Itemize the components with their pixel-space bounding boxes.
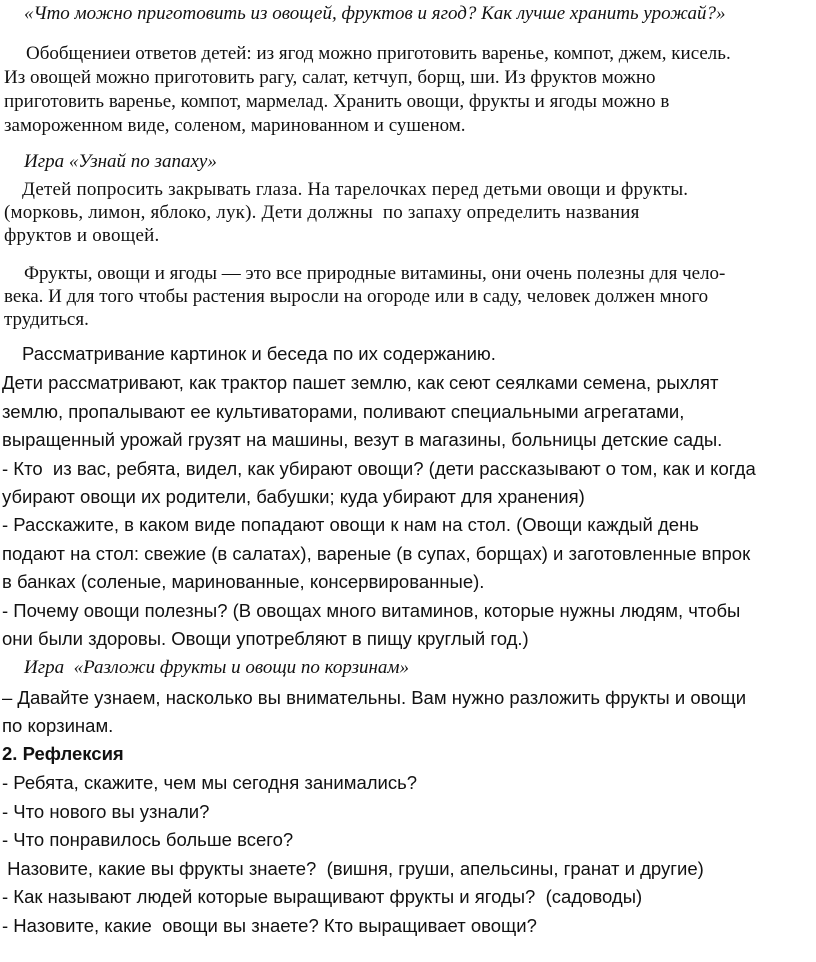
pictures-line-1: Дети рассматривают, как трактор пашет землю, как сеют сеялками семена, рыхлят [2,372,719,393]
game1-title: Игра «Узнай по запаху» [24,151,217,172]
pictures-line-6: - Расскажите, в каком виде попадают овощи к нам на стол. (Овощи каждый день [2,514,699,535]
reflection-line-3: - Что понравилось больше всего? [2,829,294,850]
reflection-heading: 2. Рефлексия [2,743,124,764]
reflection-line-6: - Назовите, какие овощи вы знаете? Кто выращивает овощи? [2,915,537,936]
reflection-line-2: - Что нового вы узнали? [2,801,210,822]
vitamins-line-3: трудиться. [4,309,89,330]
game1-line-2: (морковь, лимон, яблоко, лук). Дети должны по запаху определить названия [4,202,640,223]
pictures-line-10: они были здоровы. Овощи употребляют в пищу круглый год.) [2,628,529,649]
pictures-line-4: - Кто из вас, ребята, видел, как убирают овощи? (дети рассказывают о том, как и когда [2,458,756,479]
pictures-line-2: землю, пропалывают ее культиваторами, поливают специальными агрегатами, [2,401,685,422]
game2-title: Игра «Разложи фрукты и овощи по корзинам» [24,657,410,678]
reflection-line-4: Назовите, какие вы фрукты знаете? (вишня, груши, апельсины, гранат и другие) [2,858,704,879]
pictures-line-9: - Почему овощи полезны? (В овощах много витаминов, которые нужны людям, чтобы [2,600,741,621]
pictures-line-8: в банках (соленые, маринованные, консервированные). [2,571,485,592]
vitamins-line-1: Фрукты, овощи и ягоды — это все природные витамины, они очень полезны для чело- [24,263,726,284]
vitamins-line-2: века. И для того чтобы растения выросли на огороде или в саду, человек должен много [4,286,709,307]
pictures-line-5: убирают овощи их родители, бабушки; куда убирают для хранения) [2,486,585,507]
reflection-line-1: - Ребята, скажите, чем мы сегодня занимались? [2,772,418,793]
summary-line-3: приготовить варенье, компот, мармелад. Хранить овощи, фрукты и ягоды можно в [4,91,670,112]
summary-line-1: Обобщениеи ответов детей: из ягод можно приготовить варенье, компот, джем, кисель. [26,43,731,64]
reflection-line-5: - Как называют людей которые выращивают фрукты и ягоды? (садоводы) [2,886,643,907]
summary-line-4: замороженном виде, соленом, маринованном и сушеном. [4,115,466,136]
game2-line-1: – Давайте узнаем, насколько вы внимательны. Вам нужно разложить фрукты и овощи [2,687,747,708]
game1-line-3: фруктов и овощей. [4,225,160,246]
question-heading: «Что можно приготовить из овощей, фруктов и ягод? Как лучше хранить урожай?» [24,3,726,24]
game2-line-2: по корзинам. [2,715,114,736]
pictures-intro: Рассматривание картинок и беседа по их содержанию. [22,343,496,364]
pictures-line-7: подают на стол: свежие (в салатах), вареные (в супах, борщах) и заготовленные впрок [2,543,751,564]
game1-line-1: Детей попросить закрывать глаза. На тарелочках перед детьми овощи и фрукты. [22,179,689,200]
pictures-line-3: выращенный урожай грузят на машины, везут в магазины, больницы детские сады. [2,429,723,450]
summary-line-2: Из овощей можно приготовить рагу, салат, кетчуп, борщ, ши. Из фруктов можно [4,67,656,88]
